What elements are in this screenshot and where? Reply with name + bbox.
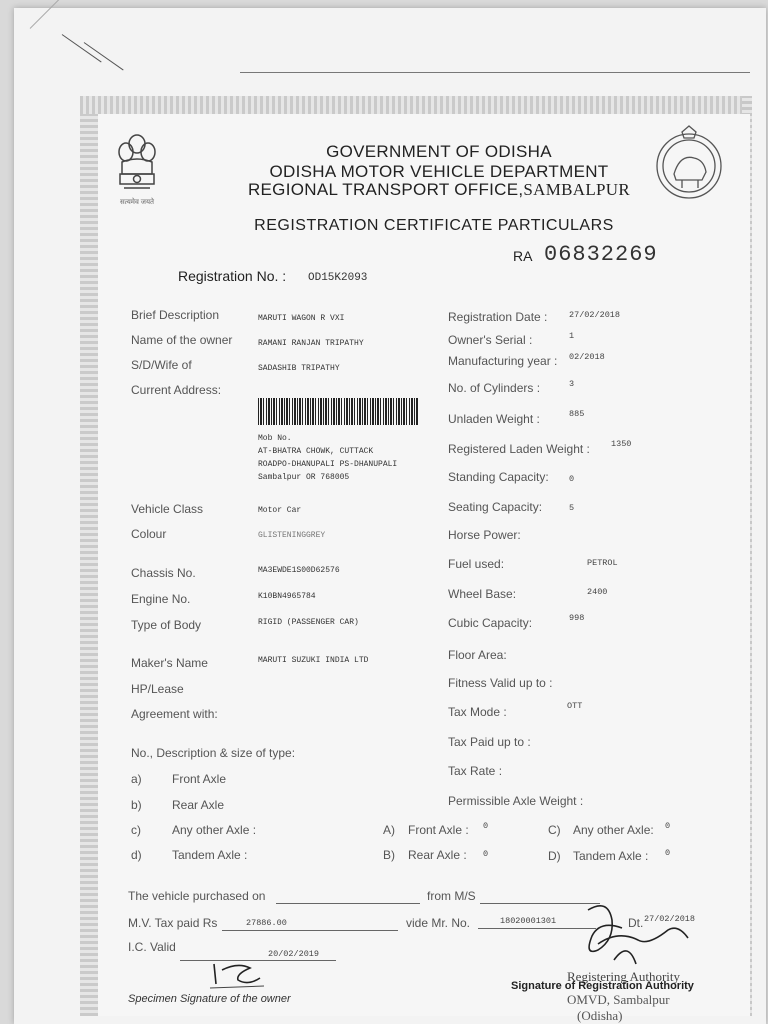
- stamp-office: OMVD, Sambalpur: [567, 992, 670, 1007]
- authority-signature: [578, 900, 698, 980]
- body-type-value: RIGID (PASSENGER CAR): [258, 618, 359, 627]
- ic-valid-label: I.C. Valid: [128, 940, 176, 954]
- chassis-value: MA3EWDE1S00D62576: [258, 566, 340, 575]
- dt-label: Dt.: [628, 916, 644, 930]
- vehicle-class-value: Motor Car: [258, 506, 302, 515]
- floor-area-label: Floor Area:: [448, 648, 507, 662]
- vide-mr-label: vide Mr. No.: [406, 916, 471, 930]
- agreement-label: Agreement with:: [131, 707, 218, 721]
- address-line: ROADPO-DHANUPALI PS-DHANUPALI: [258, 460, 398, 469]
- tax-mode-label: Tax Mode :: [448, 705, 507, 719]
- axle-tandem-label: Tandem Axle :: [573, 849, 649, 863]
- unladen-weight-value: 885: [569, 409, 585, 419]
- specimen-signature-label: Specimen Signature of the owner: [128, 993, 291, 1005]
- colour-label: Colour: [131, 527, 167, 541]
- tyre-d-letter: d): [131, 848, 142, 862]
- body-type-label: Type of Body: [131, 618, 202, 632]
- registration-no-value: OD15K2093: [308, 272, 368, 284]
- standing-capacity-label: Standing Capacity:: [448, 470, 549, 484]
- certificate-title: REGISTRATION CERTIFICATE PARTICULARS: [254, 217, 614, 234]
- tyre-c-letter: c): [131, 823, 141, 837]
- manufacturing-year-value: 02/2018: [569, 352, 605, 362]
- header-line-1: GOVERNMENT OF ODISHA: [326, 142, 552, 161]
- axle-C-letter: C): [548, 823, 561, 837]
- header-place: SAMBALPUR: [523, 180, 631, 199]
- standing-capacity-value: 0: [569, 474, 575, 484]
- cubic-capacity-value: 998: [569, 613, 585, 623]
- tyre-front-axle-label: Front Axle: [172, 772, 227, 786]
- laden-weight-value: 1350: [611, 439, 632, 449]
- dt-value: 27/02/2018: [644, 914, 696, 924]
- stamp-registering-authority: Registering Authority: [567, 969, 681, 984]
- tyre-rear-axle-label: Rear Axle: [172, 798, 225, 812]
- header-line-2: ODISHA MOTOR VEHICLE DEPARTMENT: [269, 162, 609, 181]
- brief-description-label: Brief Description: [131, 308, 220, 322]
- stamp-state: (Odisha): [577, 1008, 623, 1023]
- tax-paid-label: Tax Paid up to :: [448, 735, 531, 749]
- owner-name-label: Name of the owner: [131, 333, 233, 347]
- sdw-value: SADASHIB TRIPATHY: [258, 364, 340, 373]
- manufacturing-year-label: Manufacturing year :: [448, 354, 558, 368]
- registration-date-value: 27/02/2018: [569, 310, 621, 320]
- wheel-base-label: Wheel Base:: [448, 587, 517, 601]
- axle-other-value: 0: [665, 821, 671, 831]
- mv-tax-label: M.V. Tax paid Rs: [128, 916, 218, 930]
- sdw-label: S/D/Wife of: [131, 358, 192, 372]
- vide-mr-value: 18020001301: [500, 916, 557, 926]
- owner-serial-label: Owner's Serial :: [448, 333, 533, 347]
- permissible-axle-weight-label: Permissible Axle Weight :: [448, 794, 584, 808]
- address-line: Sambalpur OR 768005: [258, 473, 350, 482]
- colour-value: GLISTENINGGREY: [258, 531, 326, 540]
- cylinders-label: No. of Cylinders :: [448, 381, 541, 395]
- axle-D-letter: D): [548, 849, 561, 863]
- maker-name-value: MARUTI SUZUKI INDIA LTD: [258, 656, 369, 665]
- tyre-b-letter: b): [131, 798, 142, 812]
- fuel-used-value: PETROL: [587, 558, 618, 568]
- horse-power-label: Horse Power:: [448, 528, 521, 542]
- owner-signature: [208, 960, 268, 990]
- mv-tax-value: 27886.00: [246, 918, 287, 928]
- signature-of-authority-label: Signature of Registration Authority: [511, 980, 694, 992]
- seating-capacity-value: 5: [569, 503, 575, 513]
- address-line: Mob No.: [258, 434, 292, 443]
- fuel-used-label: Fuel used:: [448, 557, 505, 571]
- axle-front-label: Front Axle :: [408, 823, 469, 837]
- from-ms-label: from M/S: [427, 889, 476, 903]
- vehicle-class-label: Vehicle Class: [131, 502, 204, 516]
- axle-other-label: Any other Axle:: [573, 823, 654, 837]
- header-office: REGIONAL TRANSPORT OFFICE,: [247, 180, 524, 199]
- tyre-other-axle-label: Any other Axle :: [172, 823, 257, 837]
- seating-capacity-label: Seating Capacity:: [448, 500, 543, 514]
- tyre-heading: No., Description & size of type:: [131, 746, 296, 760]
- unladen-weight-label: Unladen Weight :: [448, 412, 540, 426]
- address-line: AT-BHATRA CHOWK, CUTTACK: [258, 447, 374, 456]
- engine-label: Engine No.: [131, 592, 191, 606]
- tyre-tandem-axle-label: Tandem Axle :: [172, 848, 248, 862]
- tax-mode-value: OTT: [567, 701, 583, 711]
- current-address-label: Current Address:: [131, 383, 222, 397]
- axle-B-letter: B): [383, 848, 395, 862]
- engine-value: K10BN4965784: [258, 592, 316, 601]
- hp-lease-label: HP/Lease: [131, 682, 184, 696]
- maker-name-label: Maker's Name: [131, 656, 208, 670]
- axle-rear-label: Rear Axle :: [408, 848, 467, 862]
- emblem-caption: सत्यमेव जयते: [119, 199, 155, 206]
- owner-name-value: RAMANI RANJAN TRIPATHY: [258, 339, 364, 348]
- brief-description-value: MARUTI WAGON R VXI: [258, 314, 345, 323]
- top-rule: [240, 72, 750, 73]
- ra-number: 06832269: [544, 242, 658, 267]
- mv-tax-line: [222, 930, 398, 931]
- ic-valid-value: 20/02/2019: [268, 949, 320, 959]
- axle-tandem-value: 0: [665, 848, 671, 858]
- wheel-base-value: 2400: [587, 587, 608, 597]
- purchased-on-line: [276, 903, 420, 904]
- registration-date-label: Registration Date :: [448, 310, 548, 324]
- axle-front-value: 0: [483, 821, 489, 831]
- header-line-3: [55, 180, 768, 200]
- cubic-capacity-label: Cubic Capacity:: [448, 616, 533, 630]
- axle-rear-value: 0: [483, 849, 489, 859]
- laden-weight-label: Registered Laden Weight :: [448, 442, 590, 456]
- owner-serial-value: 1: [569, 331, 575, 341]
- purchased-on-label: The vehicle purchased on: [128, 889, 266, 903]
- tyre-a-letter: a): [131, 772, 142, 786]
- chassis-label: Chassis No.: [131, 566, 196, 580]
- fitness-valid-label: Fitness Valid up to :: [448, 676, 553, 690]
- registration-no-label: Registration No. :: [178, 268, 287, 284]
- ra-label: RA: [513, 248, 533, 264]
- tax-rate-label: Tax Rate :: [448, 764, 503, 778]
- barcode: [258, 398, 418, 425]
- cylinders-value: 3: [569, 379, 575, 389]
- axle-A-letter: A): [383, 823, 395, 837]
